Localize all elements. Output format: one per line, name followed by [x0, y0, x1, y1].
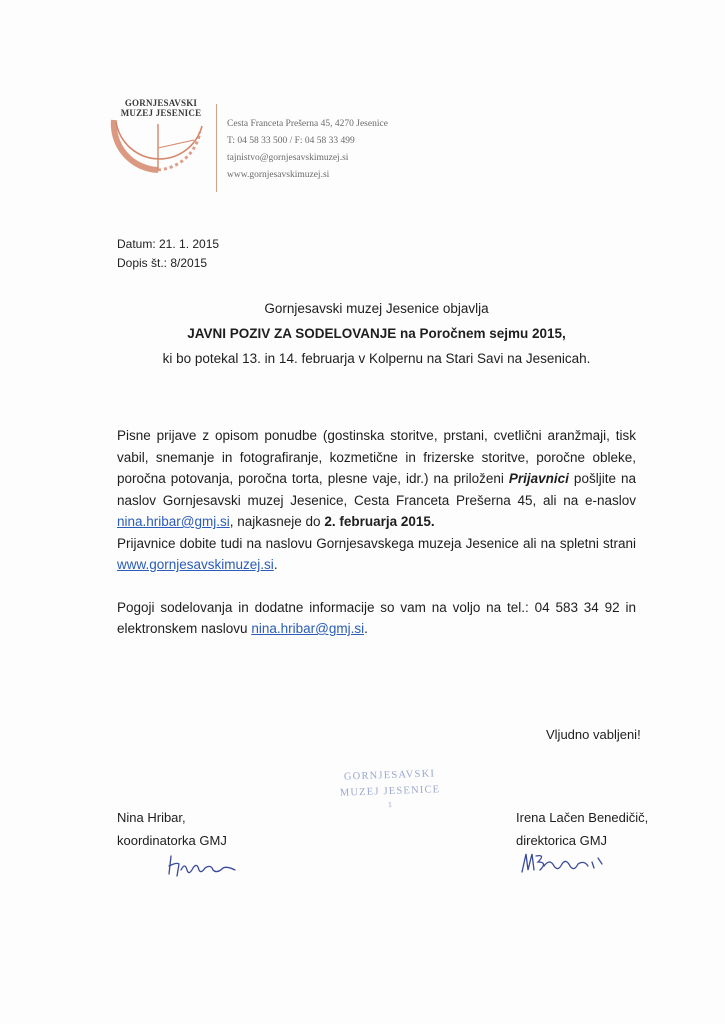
heading-title: JAVNI POZIV ZA SODELOVANJE na Poročnem sejmu 2015,	[187, 326, 566, 341]
heading-intro: Gornjesavski muzej Jesenice objavlja	[264, 301, 489, 316]
document-meta	[117, 235, 219, 273]
p3-text-a: Pogoji sodelovanja in dodatne informacije so vam na voljo na tel.: 04 583 34 92 in elektronskem naslovu	[117, 599, 636, 636]
p3-text-b: .	[364, 621, 368, 636]
document-ref: Dopis št.: 8/2015	[117, 256, 208, 270]
contact-block	[227, 116, 388, 184]
signatory-left-name: Nina Hribar,	[117, 810, 186, 825]
stamp-line-2: MUZEJ JESENICE	[339, 784, 441, 799]
signature-right-icon	[518, 848, 608, 878]
paragraph-forms	[117, 533, 636, 576]
signatory-right-title: direktorica GMJ	[516, 833, 608, 848]
heading-event-details: ki bo potekal 13. in 14. februarja v Kolpernu na Stari Savi na Jesenicah.	[162, 351, 591, 366]
contact-phone: T: 04 58 33 500 / F: 04 58 33 499	[227, 136, 355, 146]
contact-email-link[interactable]: nina.hribar@gmj.si	[117, 514, 230, 529]
paragraph-conditions	[117, 597, 636, 640]
p1-text-b: pošljite na naslov Gornjesavski muzej Jesenice, Cesta Franceta Prešerna 45, ali na e-naslov	[117, 471, 636, 508]
signatory-left	[117, 806, 227, 852]
museum-logo	[102, 96, 214, 206]
logo-line-1: GORNJESAVSKI	[124, 98, 198, 108]
paragraph-applications	[117, 425, 636, 533]
info-email-link[interactable]: nina.hribar@gmj.si	[251, 621, 365, 636]
website-link[interactable]: www.gornjesavskimuzej.si	[117, 557, 274, 572]
p1-deadline: 2. februarja 2015.	[324, 514, 435, 529]
contact-address: Cesta Franceta Prešerna 45, 4270 Jesenice	[227, 119, 388, 129]
p2-text-b: .	[273, 557, 278, 572]
stamp-line-1: GORNJESAVSKI	[343, 768, 436, 783]
contact-website[interactable]: www.gornjesavskimuzej.si	[227, 170, 330, 180]
signatory-right-name: Irena Lačen Benedičič,	[516, 810, 649, 825]
letter-body	[117, 425, 636, 640]
p1-text-c: , najkasneje do	[229, 514, 325, 529]
contact-email[interactable]: tajnistvo@gornjesavskimuzej.si	[227, 153, 349, 163]
document-date: Datum: 21. 1. 2015	[117, 237, 220, 251]
p1-form-name: Prijavnici	[508, 471, 569, 486]
museum-stamp	[319, 766, 460, 813]
closing-greeting: Vljudno vabljeni!	[546, 727, 641, 742]
signatory-right	[516, 806, 648, 852]
announcement-heading	[117, 296, 636, 371]
logo-line-2: MUZEJ JESENICE	[120, 108, 202, 118]
stamp-mark: 1	[387, 799, 394, 810]
letterhead-divider	[216, 104, 217, 192]
p1-text-a: Pisne prijave z opisom ponudbe (gostinska storitve, prstani, cvetlični aranžmaji, tisk vabil, snemanje in fotografiranje, kozmetične in frizerske storitve, poročne obleke, poročna potovanja, poročna torta, plesne vaje, idr.) na priloženi	[117, 428, 636, 486]
signature-left-icon	[165, 850, 245, 880]
signatory-left-title: koordinatorka GMJ	[117, 833, 227, 848]
p2-text-a: Prijavnice dobite tudi na naslovu Gornjesavskega muzeja Jesenice ali na spletni strani	[117, 535, 636, 551]
